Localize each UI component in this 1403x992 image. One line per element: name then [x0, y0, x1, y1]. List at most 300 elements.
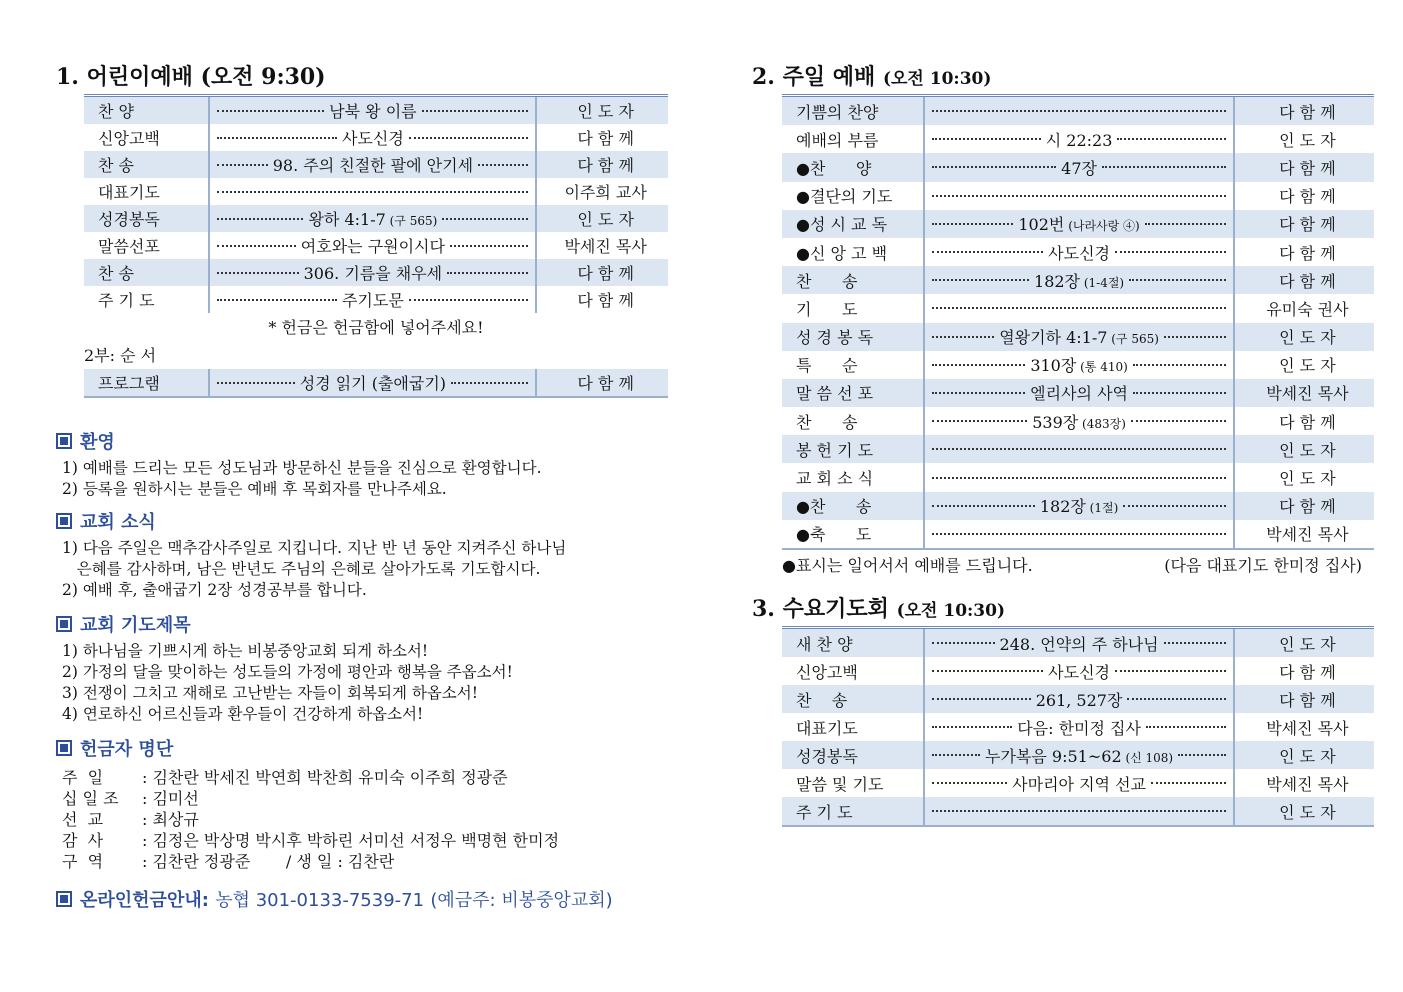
order-item-leader: 다 함 께 [1279, 243, 1336, 263]
donor-category: 구 역 [62, 852, 104, 871]
content-text: 열왕기하 4:1-7 (구 565) [999, 328, 1159, 348]
section2-title: 2. 주일 예배 (오전 10:30) [752, 64, 992, 90]
dotted-leader [214, 126, 531, 149]
leader-dots [217, 299, 336, 301]
section2-table [782, 94, 1374, 550]
leader-dots [442, 218, 528, 220]
donor-row [62, 767, 646, 788]
order-row [84, 286, 668, 313]
welcome-text [62, 458, 646, 500]
leader-dots [932, 754, 980, 756]
dotted-leader [929, 660, 1229, 683]
dotted-leader [214, 261, 531, 284]
order-item-name: 대표기도 [782, 713, 925, 741]
leader-dots [932, 307, 1226, 309]
content-text: 182장 (1-4절) [1034, 271, 1125, 291]
order-item-content [925, 492, 1235, 520]
content-text: 98. 주의 친절한 팔에 안기세 [272, 156, 474, 175]
order-item-leader: 다 함 께 [1235, 266, 1374, 294]
order-row [84, 205, 668, 232]
leader-dots [932, 670, 1043, 672]
dotted-leader [214, 99, 531, 122]
leader-dots [932, 223, 1013, 225]
order-item-name: 기쁨의 찬양 [782, 97, 925, 125]
account-holder: (예금주: 비봉중앙교회) [430, 890, 613, 911]
order-item-leader: 이주희 교사 [564, 183, 647, 202]
leader-dots [932, 477, 1226, 479]
leader-dots [932, 279, 1029, 281]
text-line: 1) 예배를 드리는 모든 성도님과 방문하신 분들을 진심으로 환영합니다. [62, 459, 542, 477]
order-item-name: 예배의 부름 [782, 125, 925, 153]
content-text: 306. 기름을 채우세 [303, 264, 443, 283]
leader-dots [217, 164, 267, 166]
content-note: (통 410) [1076, 360, 1128, 375]
dotted-leader [929, 325, 1229, 348]
order-row [782, 685, 1374, 713]
order-item-name: ●성 시 교 독 [782, 210, 925, 238]
order-item-content [925, 210, 1235, 238]
content-text: 왕하 4:1-7 (구 565) [308, 210, 438, 229]
order-item-leader: 박세진 목사 [1266, 774, 1349, 794]
donor-category: 주 일 [62, 768, 104, 787]
order-item-leader: 인 도 자 [1235, 323, 1374, 351]
order-item-name: 말 씀 선 포 [782, 379, 925, 407]
leader-dots [932, 251, 1043, 253]
dotted-leader [929, 353, 1229, 376]
order-item-leader: 다 함 께 [577, 291, 634, 310]
order-row [782, 797, 1374, 825]
order-item-leader: 박세진 목사 [1235, 379, 1374, 407]
leader-dots [1133, 392, 1226, 394]
text-line: 2) 등록을 원하시는 분들은 예배 후 목회자를 만나주세요. [62, 480, 447, 498]
dotted-leader [214, 207, 531, 230]
leader-dots [1164, 642, 1226, 644]
order-row [84, 178, 668, 205]
right-column [752, 60, 1362, 827]
dotted-leader [929, 212, 1229, 235]
order-row [782, 629, 1374, 657]
order-item-content [925, 182, 1235, 210]
square-bullet-icon [56, 891, 72, 907]
content-text: 사도신경 [1048, 662, 1110, 682]
content-note: (1-4절) [1080, 275, 1125, 290]
content-text: 사도신경 [341, 129, 404, 148]
text-line: 은혜를 감사하며, 남은 반년도 주님의 은혜로 살아가도록 기도합시다. [62, 560, 541, 578]
order-row [782, 210, 1374, 238]
content-text: 102번 (나라사랑 ④) [1018, 215, 1140, 235]
order-row [84, 232, 668, 259]
order-item-leader: 다 함 께 [537, 369, 668, 396]
order-item-content [210, 259, 537, 286]
dotted-leader [929, 688, 1229, 711]
leader-dots [217, 110, 324, 112]
leader-dots [450, 245, 528, 247]
content-text: 성경 읽기 (출애굽기) [299, 374, 447, 393]
leader-dots [932, 642, 994, 644]
order-item-leader: 다 함 께 [1235, 492, 1374, 520]
order-item-name: ●신 앙 고 백 [782, 238, 925, 266]
order-item-content [925, 713, 1235, 741]
order-row [84, 151, 668, 178]
leader-dots [1131, 420, 1226, 422]
order-row [782, 492, 1374, 520]
content-note: (구 565) [385, 214, 438, 228]
dotted-leader [214, 153, 531, 176]
leader-dots [932, 698, 1030, 700]
order-item-content [210, 369, 537, 396]
dotted-leader [929, 716, 1229, 739]
order-row [84, 124, 668, 151]
order-row [782, 741, 1374, 769]
content-text: 여호와는 구원이시다 [300, 237, 445, 256]
order-item-name: 신앙고백 [782, 657, 925, 685]
order-row [782, 435, 1374, 463]
leader-dots [932, 782, 1007, 784]
section3-title: 3. 수요기도회 (오전 10:30) [752, 596, 1006, 622]
order-item-name: 신앙고백 [84, 124, 210, 151]
leader-dots [932, 195, 1226, 197]
order-item-leader: 인 도 자 [1279, 469, 1336, 489]
order-item-name: 봉 헌 기 도 [782, 435, 925, 463]
order-item-content [925, 797, 1235, 825]
section3-table [782, 626, 1374, 827]
leader-dots [422, 110, 529, 112]
dotted-leader [929, 448, 1229, 450]
dotted-leader [929, 477, 1229, 479]
order-item-leader: 인 도 자 [1235, 741, 1374, 769]
order-item-leader: 인 도 자 [1235, 797, 1374, 825]
text-line: 4) 연로하신 어르신들과 환우들이 건강하게 하옵소서! [62, 705, 424, 723]
order-row [782, 323, 1374, 351]
order-item-leader: 다 함 께 [1235, 210, 1374, 238]
order-item-name: ●결단의 기도 [782, 182, 925, 210]
order-row [782, 407, 1374, 435]
order-row [782, 769, 1374, 797]
dotted-leader [929, 128, 1229, 151]
leader-dots [1178, 754, 1226, 756]
order-item-name: 찬 송 [84, 259, 210, 286]
square-bullet-icon [56, 740, 72, 756]
content-text: 사마리아 지역 선교 [1012, 774, 1146, 794]
order-item-name: 찬 양 [84, 97, 210, 124]
order-row [84, 259, 668, 286]
order-item-content [925, 435, 1235, 463]
online-offering: 온라인헌금안내: 농협 301-0133-7539-71 (예금주: 비봉중앙교회) [56, 886, 646, 912]
leader-dots [1145, 223, 1226, 225]
order-item-content [925, 97, 1235, 125]
order-item-leader: 인 도 자 [537, 97, 668, 124]
stand-note-row [782, 552, 1362, 580]
order-item-content [210, 151, 537, 178]
donor-category: 감 사 [62, 831, 104, 850]
leader-dots [1146, 726, 1226, 728]
order-item-content [925, 685, 1235, 713]
order-item-name: 말씀선포 [84, 232, 210, 259]
order-item-name: 주 기 도 [782, 797, 925, 825]
welcome-heading: 환영 [56, 428, 646, 454]
order-item-leader: 박세진 목사 [1266, 718, 1349, 738]
dotted-leader [929, 810, 1229, 812]
content-text: 남북 왕 이름 [329, 102, 417, 121]
dotted-leader [214, 371, 531, 394]
order-item-leader: 박세진 목사 [564, 237, 647, 256]
stand-note: ●표시는 일어서서 예배를 드립니다. [782, 556, 1033, 575]
order-item-leader: 다 함 께 [1279, 187, 1336, 207]
order-item-name: 기 도 [782, 294, 925, 322]
order-item-content [210, 205, 537, 232]
content-note: (483장) [1078, 416, 1126, 431]
content-text: 다음: 한미정 집사 [1017, 718, 1141, 738]
donor-category: 십 일 조 [62, 789, 119, 808]
content-text: 539장 (483장) [1032, 412, 1126, 432]
donor-names: : 김찬란 박세진 박연희 박찬희 유미숙 이주희 정광준 [142, 768, 508, 787]
leader-dots [932, 420, 1027, 422]
leader-dots [932, 810, 1226, 812]
donor-names: : 김미선 [142, 789, 199, 808]
order-row [782, 182, 1374, 210]
section1-table [84, 94, 668, 313]
order-item-leader: 유미숙 권사 [1266, 299, 1349, 319]
order-row [782, 657, 1374, 685]
order-row [782, 463, 1374, 491]
part2-title: 2부: 순 서 [84, 346, 157, 365]
order-item-leader: 다 함 께 [537, 259, 668, 286]
leader-dots [447, 272, 528, 274]
order-row [782, 266, 1374, 294]
dotted-leader [929, 307, 1229, 309]
leader-dots [217, 245, 295, 247]
prayer-text [62, 641, 646, 725]
content-text: 310장 (통 410) [1030, 356, 1128, 376]
donor-category: 선 교 [62, 810, 104, 829]
order-item-leader: 다 함 께 [577, 129, 634, 148]
part2-table [84, 369, 668, 398]
leader-dots [932, 364, 1025, 366]
dotted-leader [214, 288, 531, 311]
dotted-leader [929, 269, 1229, 292]
order-item-name: 찬 송 [782, 685, 925, 713]
leader-dots [932, 726, 1012, 728]
order-item-name: 주 기 도 [84, 286, 210, 313]
order-item-content [925, 153, 1235, 181]
order-item-content [925, 741, 1235, 769]
leader-dots [932, 166, 1056, 168]
leader-dots [932, 448, 1226, 450]
order-item-content [925, 379, 1235, 407]
leader-dots [409, 137, 528, 139]
dotted-leader [929, 744, 1229, 767]
leader-dots [451, 382, 528, 384]
leader-dots [932, 533, 1226, 535]
content-note: (신 108) [1121, 750, 1174, 765]
dotted-leader [929, 632, 1229, 655]
leader-dots [217, 137, 336, 139]
donors-list [62, 767, 646, 872]
order-item-leader: 다 함 께 [1279, 662, 1336, 682]
order-item-leader: 박세진 목사 [1266, 525, 1349, 545]
order-item-leader: 다 함 께 [1235, 97, 1374, 125]
order-item-name: 찬 송 [84, 151, 210, 178]
order-item-content [925, 294, 1235, 322]
leader-dots [1115, 670, 1226, 672]
next-prayer-note: (다음 대표기도 한미정 집사) [1164, 556, 1362, 575]
leader-dots [1133, 364, 1226, 366]
order-item-name: 말씀 및 기도 [782, 769, 925, 797]
text-line: 3) 전쟁이 그치고 재해로 고난받는 자들이 회복되게 하옵소서! [62, 684, 478, 702]
order-item-leader: 인 도 자 [1279, 356, 1336, 376]
leader-dots [217, 382, 294, 384]
content-text: 182장 (1절) [1039, 497, 1119, 517]
order-row [782, 238, 1374, 266]
dotted-leader [929, 772, 1229, 795]
content-text: 누가복음 9:51~62 (신 108) [985, 746, 1174, 766]
order-item-content [210, 232, 537, 259]
order-item-content [210, 178, 537, 205]
dotted-leader [929, 241, 1229, 264]
content-note: (1절) [1085, 501, 1119, 516]
order-item-content [925, 520, 1235, 548]
content-text: 47장 [1061, 158, 1097, 178]
order-item-name: 새 찬 양 [782, 629, 925, 657]
order-item-leader: 인 도 자 [1235, 435, 1374, 463]
order-item-content [925, 266, 1235, 294]
order-item-name: 프로그램 [84, 369, 210, 396]
leader-dots [478, 164, 528, 166]
order-item-leader: 다 함 께 [1235, 153, 1374, 181]
leader-dots [932, 110, 1226, 112]
text-line: 1) 다음 주일은 맥추감사주일로 지킵니다. 지난 반 년 동안 지켜주신 하나님 [62, 539, 567, 557]
order-item-name: ●찬 양 [782, 153, 925, 181]
square-bullet-icon [56, 616, 72, 632]
donors-heading: 헌금자 명단 [56, 735, 646, 761]
leader-dots [409, 299, 528, 301]
order-item-leader: 인 도 자 [1279, 130, 1336, 150]
dotted-leader [214, 234, 531, 257]
text-line: 1) 하나님을 기쁘시게 하는 비봉중앙교회 되게 하소서! [62, 642, 429, 660]
order-item-name: ●축 도 [782, 520, 925, 548]
order-row [782, 351, 1374, 379]
donor-row [62, 788, 646, 809]
dotted-leader [929, 110, 1229, 112]
leader-dots [1151, 782, 1226, 784]
order-item-name: 성경봉독 [782, 741, 925, 769]
square-bullet-icon [56, 433, 72, 449]
leader-dots [1123, 505, 1226, 507]
news-heading: 교회 소식 [56, 508, 646, 534]
order-item-leader: 다 함 께 [1235, 685, 1374, 713]
content-text: 사도신경 [1048, 243, 1110, 263]
square-bullet-icon [56, 513, 72, 529]
leader-dots [932, 336, 994, 338]
leader-dots [1117, 138, 1225, 140]
order-item-name: 찬 송 [782, 266, 925, 294]
order-row [782, 97, 1374, 125]
leader-dots [217, 272, 298, 274]
dotted-leader [929, 156, 1229, 179]
leader-dots [1164, 336, 1226, 338]
leader-dots [1102, 166, 1226, 168]
content-note: (구 565) [1107, 332, 1159, 347]
order-item-content [210, 97, 537, 124]
donor-names: : 김정은 박상명 박시후 박하린 서미선 서정우 백명현 한미정 [142, 831, 560, 850]
left-column [56, 60, 646, 912]
leader-dots [932, 505, 1035, 507]
order-item-leader: 다 함 께 [1279, 412, 1336, 432]
order-item-name: ●찬 송 [782, 492, 925, 520]
order-item-content [925, 629, 1235, 657]
content-note: (나라사랑 ④) [1064, 219, 1140, 234]
order-item-content [210, 286, 537, 313]
order-row [782, 294, 1374, 322]
order-row [782, 379, 1374, 407]
content-text: 248. 언약의 주 하나님 [999, 634, 1159, 654]
order-item-name: 성 경 봉 독 [782, 323, 925, 351]
order-item-leader: 인 도 자 [1235, 629, 1374, 657]
order-row [782, 713, 1374, 741]
dotted-leader [929, 410, 1229, 433]
dotted-leader [929, 533, 1229, 535]
order-row [782, 125, 1374, 153]
content-text: 261, 527장 [1035, 690, 1123, 710]
order-row [84, 97, 668, 124]
order-row [84, 369, 668, 396]
donor-names: : 최상규 [142, 810, 199, 829]
bank-account: 농협 301-0133-7539-71 [215, 890, 425, 911]
order-item-content [925, 463, 1235, 491]
order-item-leader: 다 함 께 [537, 151, 668, 178]
section1-title: 1. 어린이예배 (오전 9:30) [56, 64, 326, 90]
order-item-content [925, 323, 1235, 351]
dotted-leader [929, 195, 1229, 197]
leader-dots [1127, 698, 1225, 700]
offering-note: * 헌금은 헌금함에 넣어주세요! [268, 318, 484, 337]
order-item-content [925, 238, 1235, 266]
order-item-name: 대표기도 [84, 178, 210, 205]
order-item-name: 특 순 [782, 351, 925, 379]
donor-row [62, 851, 646, 872]
content-text: 주기도문 [341, 291, 404, 310]
order-item-name: 찬 송 [782, 407, 925, 435]
order-item-content [925, 351, 1235, 379]
leader-dots [932, 138, 1040, 140]
leader-dots [217, 218, 303, 220]
dotted-leader [214, 191, 531, 193]
order-item-content [210, 124, 537, 151]
content-text: 시 22:23 [1045, 130, 1113, 150]
leader-dots [1129, 279, 1226, 281]
text-line: 2) 예배 후, 출애굽기 2장 성경공부를 합니다. [62, 581, 367, 599]
order-item-name: 교 회 소 식 [782, 463, 925, 491]
news-text [62, 538, 646, 601]
prayer-heading: 교회 기도제목 [56, 611, 646, 637]
leader-dots [217, 191, 528, 193]
leader-dots [932, 392, 1025, 394]
dotted-leader [929, 494, 1229, 517]
order-item-content [925, 125, 1235, 153]
donor-row [62, 830, 646, 851]
order-item-content [925, 769, 1235, 797]
order-item-content [925, 657, 1235, 685]
donor-names: : 김찬란 정광준 / 생 일 : 김찬란 [142, 852, 395, 871]
text-line: 2) 가정의 달을 맞이하는 성도들의 가정에 평안과 행복을 주옵소서! [62, 663, 513, 681]
donor-row [62, 809, 646, 830]
order-item-leader: 인 도 자 [537, 205, 668, 232]
order-item-content [925, 407, 1235, 435]
order-row [782, 520, 1374, 548]
content-text: 엘리사의 사역 [1030, 384, 1128, 404]
order-row [782, 153, 1374, 181]
dotted-leader [929, 381, 1229, 404]
